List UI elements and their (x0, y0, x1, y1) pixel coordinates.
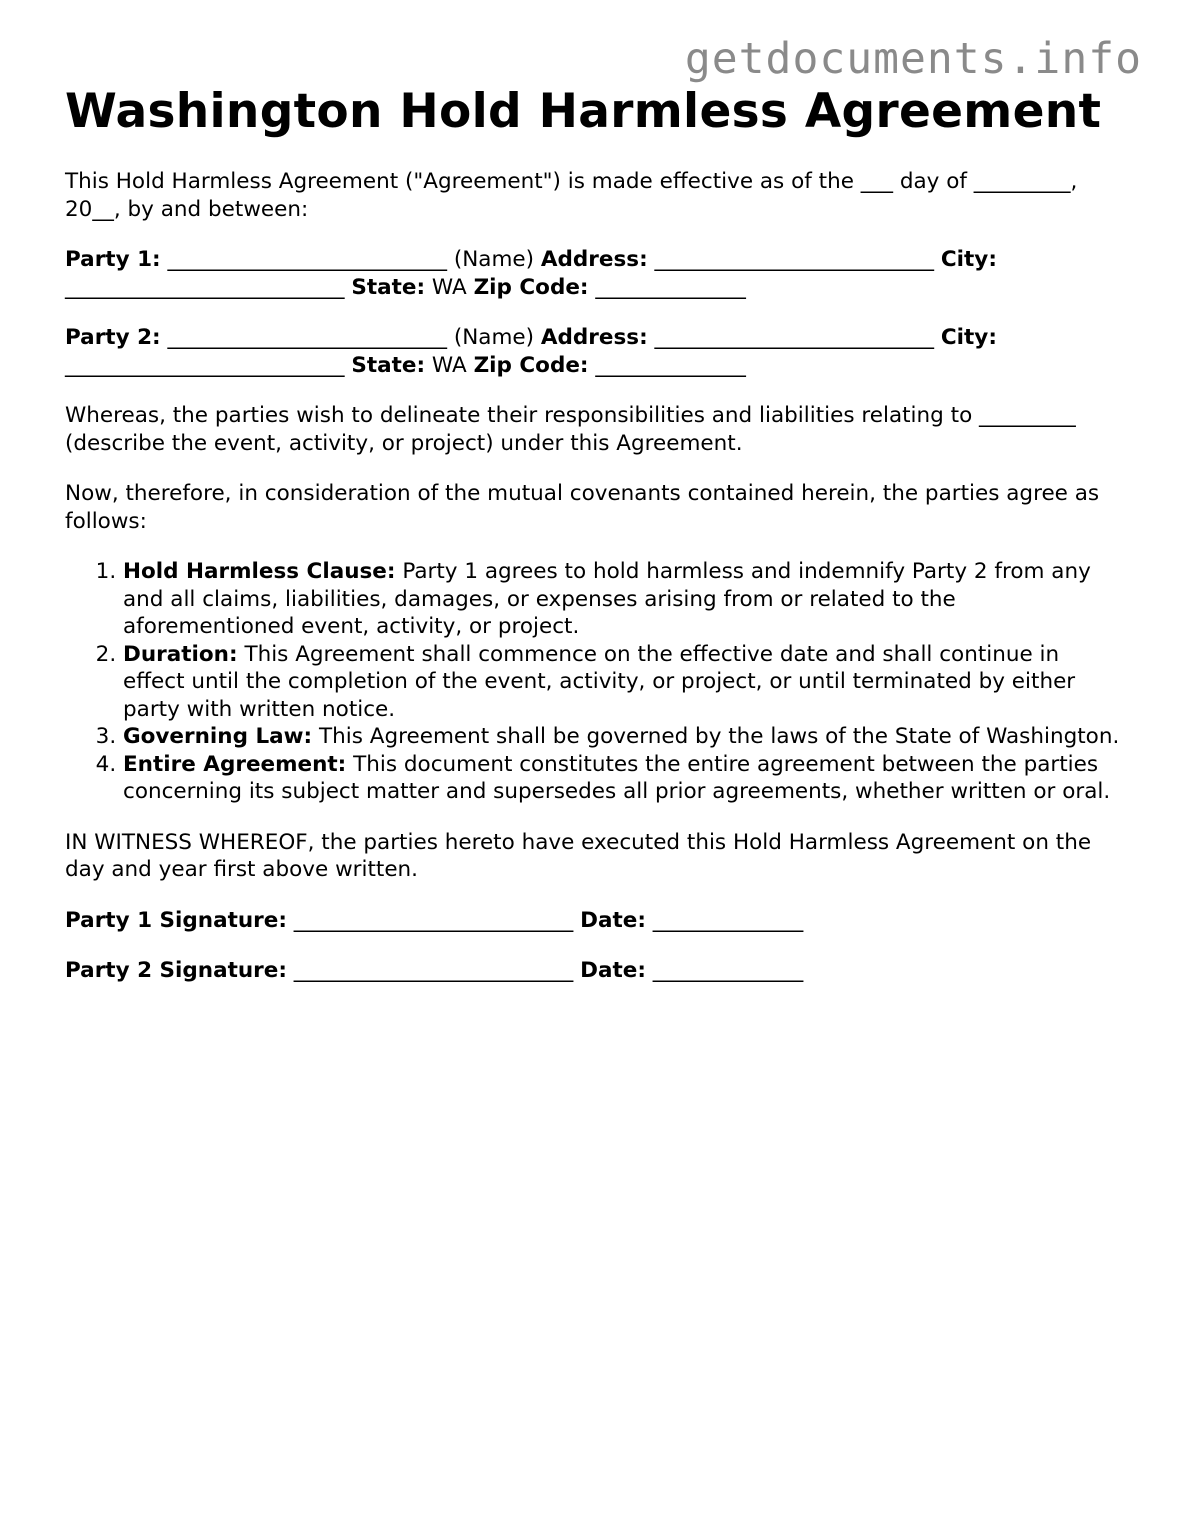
clause-text: This Agreement shall commence on the effective date and shall continue in effect until the completion of the event, activity, or project, or until terminated by either party with written notice. (123, 641, 1076, 722)
party-2-zip-label: Zip Code: (473, 352, 589, 378)
clause-item (123, 641, 1125, 724)
party-1-signature-blank[interactable]: __________________________ (293, 907, 574, 933)
clause-text: Party 1 agrees to hold harmless and indemnify Party 2 from any and all claims, liabilities, damages, or expenses arising from or related to the aforementioned event, activity, or project. (123, 559, 1091, 639)
witness-paragraph: IN WITNESS WHEREOF, the parties hereto have executed this Hold Harmless Agreement on the day and year first above written. (65, 829, 1092, 882)
clause-text: This document constitutes the entire agreement between the parties concerning its subject matter and supersedes all prior agreements, whether written or oral. (123, 751, 1111, 804)
party-2-name-hint: (Name) (453, 325, 535, 350)
party-1-date-label: Date: (580, 907, 646, 933)
clause-list (65, 558, 1125, 806)
party-1-label: Party 1: (65, 247, 161, 272)
party-2-state-value: WA (431, 352, 467, 378)
document-page (65, 84, 1125, 985)
party-1-state-value: WA (431, 274, 467, 300)
clause-heading: Duration: (123, 641, 238, 667)
document-title: Washington Hold Harmless Agreement (65, 84, 1102, 139)
clause-heading: Governing Law: (123, 724, 313, 749)
party-1-signature-label: Party 1 Signature: (65, 907, 287, 933)
party-1-date-blank[interactable]: ______________ (652, 907, 804, 933)
party-1-block (65, 246, 1125, 301)
party-2-city-label: City: (940, 325, 997, 350)
party-2-label: Party 2: (65, 325, 161, 350)
party-2-zip-blank[interactable]: ______________ (595, 352, 746, 378)
clause-heading: Hold Harmless Clause: (123, 559, 396, 584)
clause-item (123, 751, 1125, 806)
party-2-block (65, 324, 1125, 379)
party-2-name-blank[interactable]: __________________________ (167, 325, 447, 350)
whereas-paragraph: Whereas, the parties wish to delineate their responsibilities and liabilities relating to _________ (describe the event, activity, or project) under this Agreement. (65, 403, 1076, 456)
watermark: getdocuments.info (684, 34, 1142, 84)
party-2-date-blank[interactable]: ______________ (652, 958, 804, 983)
party-1-zip-label: Zip Code: (473, 274, 589, 300)
intro-paragraph: This Hold Harmless Agreement ("Agreement") is made effective as of the ___ day of _________, 20__, by and between: (65, 169, 1078, 222)
party-2-address-blank[interactable]: __________________________ (654, 325, 935, 350)
clause-text: This Agreement shall be governed by the laws of the State of Washington. (319, 724, 1120, 749)
clause-item (123, 558, 1125, 641)
party-2-signature-label: Party 2 Signature: (65, 958, 287, 983)
party-2-city-blank[interactable]: __________________________ (65, 352, 345, 378)
party-2-signature-line (65, 957, 1125, 985)
party-1-signature-line (65, 907, 1125, 935)
party-1-name-hint: (Name) (453, 247, 535, 272)
party-2-address-label: Address: (540, 325, 648, 350)
party-1-city-blank[interactable]: __________________________ (65, 274, 345, 300)
party-1-city-label: City: (940, 247, 997, 272)
now-therefore-paragraph: Now, therefore, in consideration of the mutual covenants contained herein, the parties agree as follows: (65, 481, 1100, 534)
party-1-name-blank[interactable]: __________________________ (167, 247, 447, 272)
party-2-signature-blank[interactable]: __________________________ (293, 958, 574, 983)
party-2-state-label: State: (351, 352, 426, 378)
clause-heading: Entire Agreement: (123, 751, 347, 777)
clause-item (123, 723, 1125, 751)
party-1-state-label: State: (351, 274, 426, 300)
party-1-address-blank[interactable]: __________________________ (654, 247, 935, 272)
party-1-zip-blank[interactable]: ______________ (595, 274, 746, 300)
party-1-address-label: Address: (540, 247, 648, 272)
party-2-date-label: Date: (580, 958, 646, 983)
